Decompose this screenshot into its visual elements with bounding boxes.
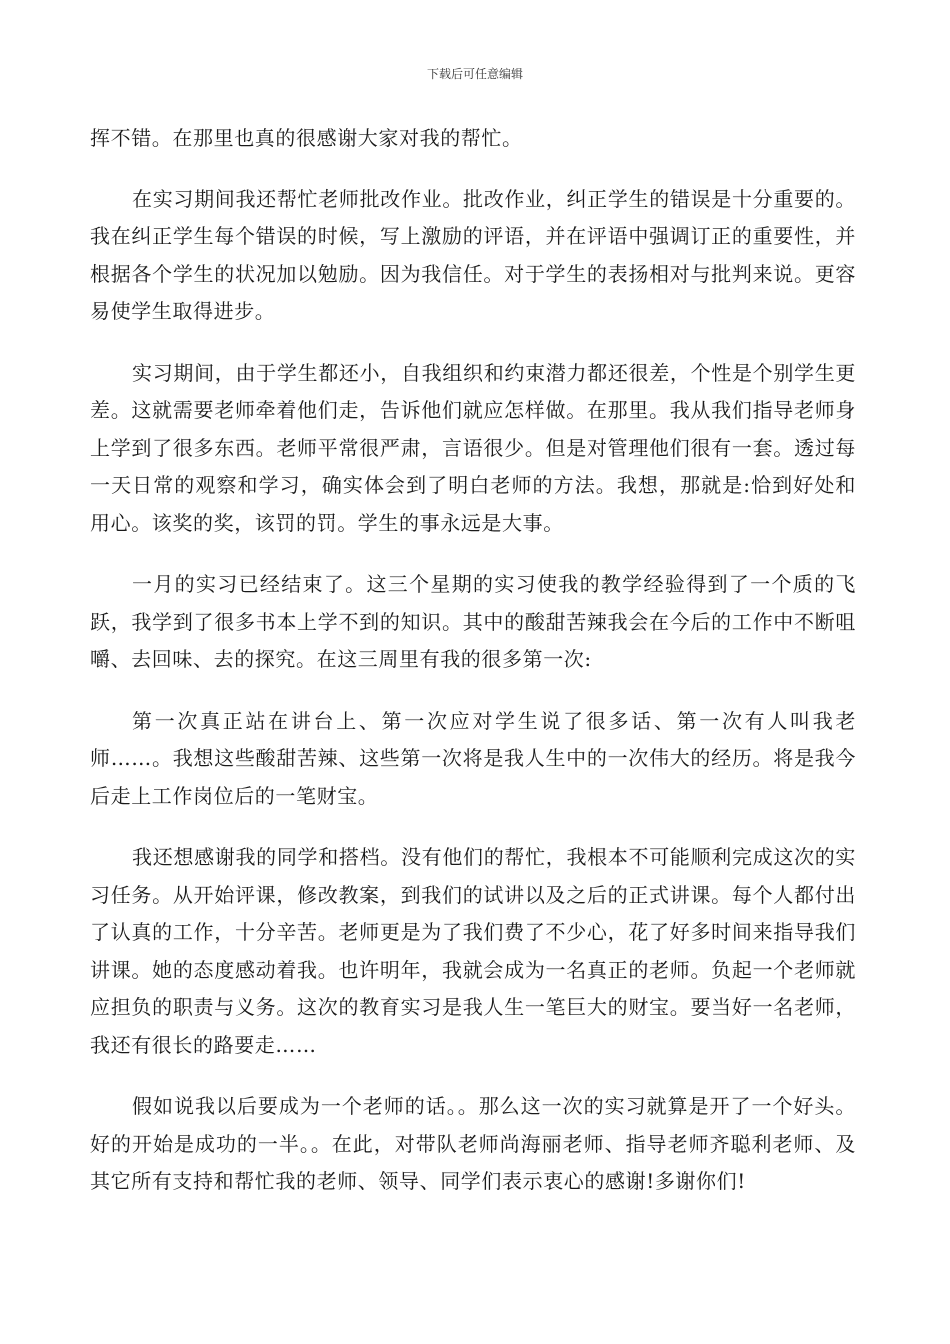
page-header: 下载后可任意编辑 (426, 67, 523, 81)
paragraph-2: 在实习期间我还帮忙老师批改作业。批改作业，纠正学生的错误是十分重要的。我在纠正学生每个错误的时候，写上激励的评语，并在评语中强调订正的重要性，并根据各个学生的状况加以勉励。因为我信任。对于学生的表扬相对与批判来说。更容易使学生取得进步。 (90, 186, 856, 323)
paragraph-1: 挥不错。在那里也真的很感谢大家对我的帮忙。 (90, 126, 523, 150)
paragraph-3: 实习期间，由于学生都还小，自我组织和约束潜力都还很差，个性是个别学生更差。这就需要老师牵着他们走，告诉他们就应怎样做。在那里。我从我们指导老师身上学到了很多东西。老师平常很严肃，言语很少。但是对管理他们很有一套。透过每一天日常的观察和学习，确实体会到了明白老师的方法。我想，那就是:恰到好处和用心。该奖的奖，该罚的罚。学生的事永远是大事。 (90, 360, 856, 535)
paragraph-4: 一月的实习已经结束了。这三个星期的实习使我的教学经验得到了一个质的飞跃，我学到了很多书本上学不到的知识。其中的酸甜苦辣我会在今后的工作中不断咀嚼、去回味、去的探究。在这三周里有我的很多第一次: (90, 572, 856, 671)
document-body (90, 120, 856, 1225)
paragraph-5: 第一次真正站在讲台上、第一次应对学生说了很多话、第一次有人叫我老师……。我想这些酸甜苦辣、这些第一次将是我人生中的一次伟大的经历。将是我今后走上工作岗位后的一笔财宝。 (90, 708, 856, 808)
paragraph-7: 假如说我以后要成为一个老师的话。。那么这一次的实习就算是开了一个好头。好的开始是成功的一半。。在此，对带队老师尚海丽老师、指导老师齐聪利老师、及其它所有支持和帮忙我的老师、领导、同学们表示衷心的感谢!多谢你们! (90, 1094, 856, 1193)
paragraph-6: 我还想感谢我的同学和搭档。没有他们的帮忙，我根本不可能顺利完成这次的实习任务。从开始评课，修改教案，到我们的试讲以及之后的正式讲课。每个人都付出了认真的工作，十分辛苦。老师更是为了我们费了不少心，花了好多时间来指导我们讲课。她的态度感动着我。也许明年，我就会成为一名真正的老师。负起一个老师就应担负的职责与义务。这次的教育实习是我人生一笔巨大的财宝。要当好一名老师，我还有很长的路要走…… (90, 845, 856, 1057)
